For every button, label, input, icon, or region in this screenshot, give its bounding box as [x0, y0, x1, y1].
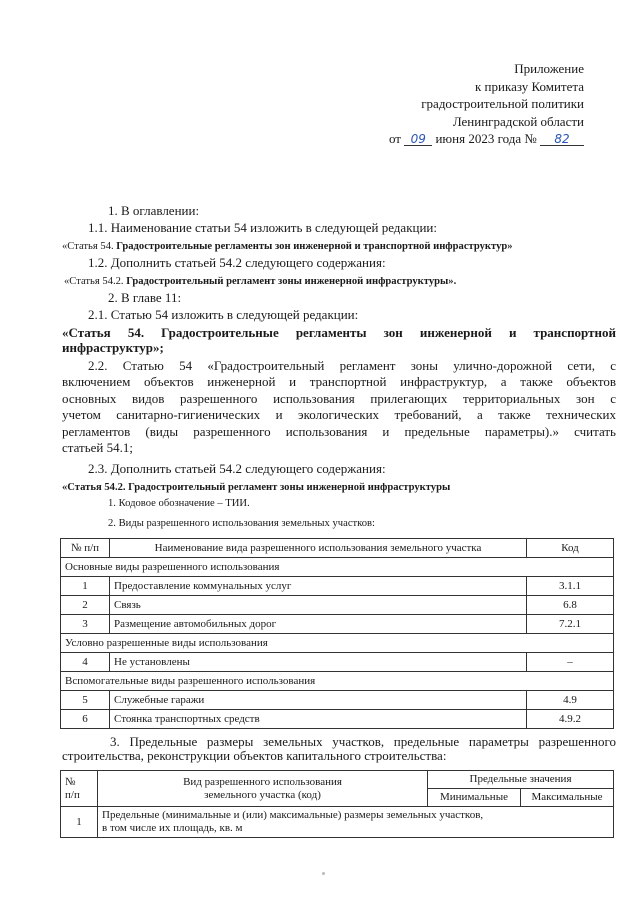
paragraph-line: учетом санитарно-гигиенических и экологических требований, а также технических — [62, 407, 616, 423]
header-max: Максимальные — [521, 789, 614, 807]
paragraph-1-1: 1.1. Наименование статьи 54 изложить в следующей редакции: — [88, 220, 437, 235]
section-title: Условно разрешенные виды использования — [61, 634, 614, 653]
row-text-line: в том числе их площадь, кв. м — [102, 822, 243, 834]
item-1: 1. Кодовое обозначение – ТИИ. — [108, 498, 250, 509]
header-line: градостроительной политики — [421, 96, 584, 111]
table-row — [61, 653, 614, 672]
row-number: 1 — [61, 577, 110, 596]
header-num-line: № — [65, 775, 76, 788]
paragraph-1: 1. В оглавлении: — [108, 203, 200, 218]
permitted-uses-table — [60, 538, 614, 729]
paragraph-2-2 — [62, 358, 616, 456]
table-row — [61, 691, 614, 710]
row-text-line: Предельные (минимальные и (или) максимальные) размеры земельных участков, — [102, 809, 484, 821]
row-number: 5 — [61, 691, 110, 710]
paragraph-line: включением объектов инженерной и транспортной инфраструктур, а также объектов — [62, 374, 616, 390]
paragraph-2-3: 2.3. Дополнить статьей 54.2 следующего содержания: — [88, 461, 386, 476]
header-kind-line: Вид разрешенного использования — [183, 775, 342, 788]
handwritten-number: 82 — [540, 133, 584, 146]
header-num — [61, 771, 98, 807]
paragraph-2-1: 2.1. Статью 54 изложить в следующей редакции: — [88, 307, 359, 322]
row-number: 1 — [61, 807, 98, 838]
row-number: 4 — [61, 653, 110, 672]
table-row — [61, 577, 614, 596]
quote-1 — [62, 239, 513, 255]
paragraph-2: 2. В главе 11: — [108, 290, 182, 305]
quote-3-line: «Статья 54. Градостроительные регламенты зон инженерной и транспортной — [62, 325, 616, 340]
item-2: 2. Виды разрешенного использования земельных участков: — [108, 518, 376, 529]
quote-3-line: инфраструктур»; — [62, 340, 164, 355]
header-kind — [98, 771, 428, 807]
appendix-header — [389, 60, 584, 148]
header-cell: № п/п — [61, 539, 110, 558]
header-cell: Наименование вида разрешенного использования земельного участка — [110, 539, 527, 558]
row-name: Предоставление коммунальных услуг — [110, 577, 527, 596]
quote-4: «Статья 54.2. Градостроительный регламент зоны инженерной инфраструктуры — [62, 482, 451, 493]
section-title: Вспомогательные виды разрешенного использования — [61, 672, 614, 691]
row-number: 6 — [61, 710, 110, 729]
row-number: 2 — [61, 596, 110, 615]
limits-table — [60, 770, 614, 838]
header-line: Ленинградской области — [452, 113, 584, 129]
handwritten-day: 09 — [404, 133, 432, 146]
header-kind-line: земельного участка (код) — [204, 788, 321, 801]
header-line: к приказу Комитета — [474, 78, 584, 94]
quote-2-label: «Статья 54.2. — [64, 276, 124, 287]
row-number: 3 — [61, 615, 110, 634]
row-text — [98, 807, 614, 838]
paragraph-line: статьей 54.1; — [62, 440, 133, 456]
item-3-line: строительства, реконструкции объектов капитального строительства: — [62, 748, 447, 763]
header-num-line: п/п — [65, 788, 80, 801]
quote-1-label: «Статья 54. — [62, 241, 114, 252]
table-row — [61, 596, 614, 615]
date-prefix: от — [388, 131, 401, 146]
row-name: Связь — [110, 596, 527, 615]
quote-1-text: Градостроительные регламенты зон инженерной и транспортной инфраструктур» — [113, 241, 513, 252]
row-name: Стоянка транспортных средств — [110, 710, 527, 729]
item-3 — [62, 735, 616, 763]
row-code: 3.1.1 — [527, 577, 614, 596]
row-code: 7.2.1 — [527, 615, 614, 634]
paragraph-line: регламентов (виды разрешенного использования и предельные параметры).» считать — [62, 423, 616, 439]
paragraph-1-2: 1.2. Дополнить статьей 54.2 следующего содержания: — [88, 255, 386, 270]
section-row — [61, 672, 614, 691]
table-header-row — [61, 539, 614, 558]
table-row — [61, 710, 614, 729]
row-code: 4.9 — [527, 691, 614, 710]
quote-2-text: Градостроительный регламент зоны инженерной инфраструктуры». — [123, 276, 457, 287]
date-text: июня 2023 года № — [435, 131, 537, 146]
section-row — [61, 634, 614, 653]
header-cell: Код — [527, 539, 614, 558]
quote-3 — [62, 325, 616, 355]
row-code: 6.8 — [527, 596, 614, 615]
section-row — [61, 558, 614, 577]
header-date-line — [389, 130, 584, 148]
row-name: Размещение автомобильных дорог — [110, 615, 527, 634]
table-row — [61, 615, 614, 634]
row-name: Не установлены — [110, 653, 527, 672]
paragraph-line: основных видов разрешенного использования прилегающих территориальных зон с — [62, 390, 616, 406]
header-limits: Предельные значения — [428, 771, 614, 789]
row-code: – — [527, 653, 614, 672]
table-header-row — [61, 771, 614, 789]
section-title: Основные виды разрешенного использования — [61, 558, 614, 577]
item-3-line: 3. Предельные размеры земельных участков, предельные параметры разрешенного — [110, 734, 616, 749]
page-mark — [322, 872, 325, 875]
header-min: Минимальные — [428, 789, 521, 807]
paragraph-line: 2.2. Статью 54 «Градостроительный регламент зоны улично-дорожной сети, с — [88, 358, 616, 373]
row-name: Служебные гаражи — [110, 691, 527, 710]
row-code: 4.9.2 — [527, 710, 614, 729]
table-row — [61, 807, 614, 838]
header-line: Приложение — [514, 61, 584, 76]
quote-2 — [64, 274, 456, 290]
